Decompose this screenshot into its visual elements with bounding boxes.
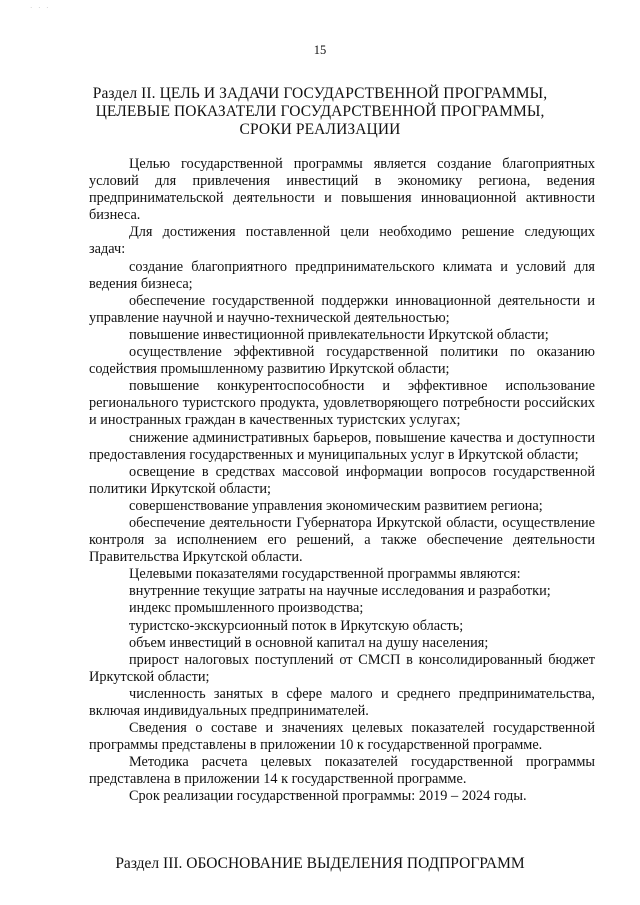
list-item: создание благоприятного предпринимательского климата и условий для ведения бизнеса;	[89, 258, 595, 292]
list-item: освещение в средствах массовой информации вопросов государственной политики Иркутской области;	[89, 463, 595, 497]
paragraph: Методика расчета целевых показателей государственной программы представлена в приложении 14 к государственной программе.	[89, 754, 595, 788]
paragraph: Целевыми показателями государственной программы являются:	[129, 566, 521, 583]
list-item: объем инвестиций в основной капитал на душу населения;	[129, 634, 489, 651]
list-item: повышение конкурентоспособности и эффективное использование регионального туристского продукта, удовлетворяющего потребности российских и иностранных граждан в качественных туристских услугах;	[89, 378, 595, 429]
list-item: совершенствование управления экономическим развитием региона;	[129, 497, 543, 514]
list-item: повышение инвестиционной привлекательности Иркутской области;	[129, 326, 549, 343]
list-item: обеспечение деятельности Губернатора Иркутской области, осуществление контроля за исполнением его решений, а также обеспечение деятельности Правительства Иркутской области.	[89, 514, 595, 566]
paragraph: Целью государственной программы является создание благоприятных условий для привлечения инвестиций в экономику региона, ведения предпринимательской деятельности и повышения инновационной активности бизнеса.	[89, 156, 595, 224]
body-text	[89, 156, 595, 806]
paragraph: Для достижения поставленной цели необходимо решение следующих задач:	[89, 224, 595, 258]
list-item: снижение административных барьеров, повышение качества и доступности предоставления государственных и муниципальных услуг в Иркутской области;	[89, 429, 595, 463]
next-section-title: Раздел III. ОБОСНОВАНИЕ ВЫДЕЛЕНИЯ ПОДПРОГРАММ	[115, 855, 525, 872]
list-item: индекс промышленного производства;	[129, 600, 364, 617]
paragraph: Сведения о составе и значениях целевых показателей государственной программы представлены в приложении 10 к государственной программе.	[89, 720, 595, 754]
page-number: 15	[313, 43, 327, 57]
list-item: осуществление эффективной государственной политики по оказанию содействия промышленному развитию Иркутской области;	[89, 344, 595, 378]
list-item: прирост налоговых поступлений от СМСП в консолидированный бюджет Иркутской области;	[89, 651, 595, 685]
scan-artifact: · · ·	[30, 4, 51, 12]
list-item: туристско-экскурсионный поток в Иркутскую область;	[129, 617, 464, 634]
section-title: Раздел II. ЦЕЛЬ И ЗАДАЧИ ГОСУДАРСТВЕННОЙ ПРОГРАММЫ, ЦЕЛЕВЫЕ ПОКАЗАТЕЛИ ГОСУДАРСТВЕННОЙ ПРОГРАММЫ, СРОКИ РЕАЛИЗАЦИИ	[92, 85, 548, 138]
list-item: внутренние текущие затраты на научные исследования и разработки;	[129, 583, 551, 600]
paragraph: Срок реализации государственной программы: 2019 – 2024 годы.	[129, 788, 527, 805]
list-item: обеспечение государственной поддержки инновационной деятельности и управление научной и научно-технической деятельностью;	[89, 292, 595, 326]
list-item: численность занятых в сфере малого и среднего предпринимательства, включая индивидуальных предпринимателей.	[89, 685, 595, 719]
